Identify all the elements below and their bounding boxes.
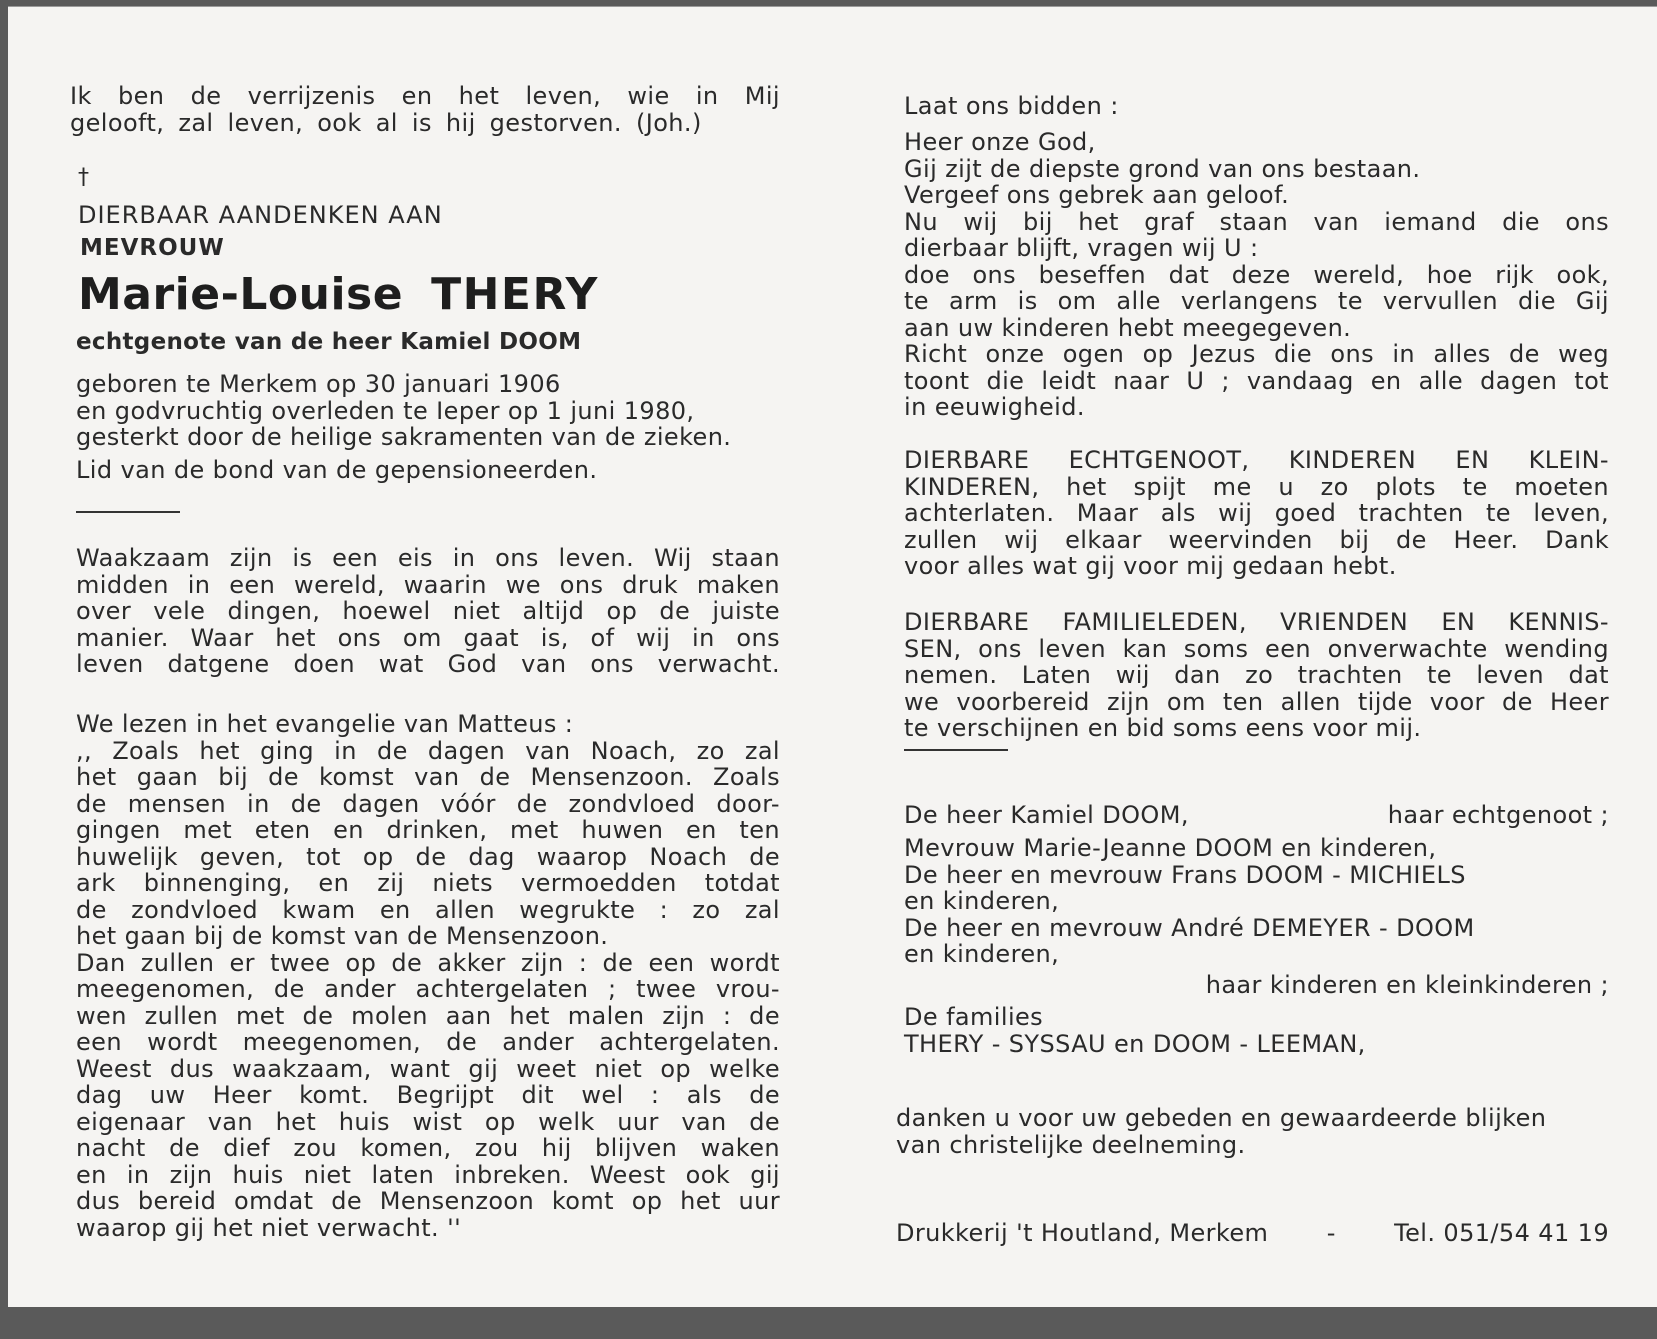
text-line: huwelijk geven, tot op de dag waarop Noach de: [76, 842, 780, 871]
mourner-line: en kinderen,: [904, 940, 1060, 968]
text-line: Weest dus waakzaam, want gij weet niet op welke: [76, 1054, 780, 1083]
text-line: meegenomen, de ander achtergelaten ; twee vrou-: [76, 975, 780, 1003]
life-details: [76, 371, 772, 483]
prayer: [904, 129, 1609, 421]
text-line: doe ons beseffen dat deze wereld, hoe rijk ook,: [904, 260, 1609, 289]
life-line: en godvruchtig overleden te Ieper op 1 juni 1980,: [76, 396, 695, 425]
spouse-line: echtgenote van de heer Kamiel DOOM: [76, 329, 582, 355]
text-line: over vele dingen, hoewel niet altijd op de juiste: [76, 597, 780, 625]
text-line: van christelijke deelneming.: [896, 1130, 1246, 1159]
text-line: achterlaten. Maar als wij goed trachten te leven,: [904, 499, 1609, 527]
cross-icon: †: [78, 165, 89, 190]
printer-separator: -: [1326, 1219, 1336, 1247]
text-line: manier. Waar het ons om gaat is, of wij in ons: [76, 623, 780, 652]
text-line: Waakzaam zijn is een eis in ons leven. Wij staan: [76, 544, 780, 572]
memorial-card: [8, 6, 1657, 1307]
text-line: Heer onze God,: [904, 128, 1096, 156]
text-line: in eeuwigheid.: [904, 393, 1085, 421]
text-line: voor alles wat gij voor mij gedaan hebt.: [904, 552, 1397, 580]
text-line: dus bereid omdat de Mensenzoon komt op het uur: [76, 1187, 780, 1215]
printer-row: [896, 1219, 1609, 1247]
quote-line: gelooft, zal leven, ook al is hij gestorven. (Joh.): [70, 108, 702, 137]
text-line: te arm is om alle verlangens te vervullen die Gij: [904, 287, 1609, 315]
text-line: dag uw Heer komt. Begrijpt dit wel : als de: [76, 1081, 780, 1109]
text-line: Gij zijt de diepste grond van ons bestaan.: [904, 154, 1421, 183]
text-line: ,, Zoals het ging in de dagen van Noach, zo zal: [76, 736, 780, 765]
text-line: het gaan bij de komst van de Mensenzoon.: [76, 922, 609, 950]
member-line: Lid van de bond van de gepensioneerden.: [76, 455, 598, 484]
spouse-row: [904, 801, 1609, 829]
mourner-line: Mevrouw Marie-Jeanne DOOM en kinderen,: [904, 834, 1437, 862]
text-line: SEN, ons leven kan soms een onverwachte wending: [904, 634, 1609, 663]
text-line: We lezen in het evangelie van Matteus :: [76, 710, 574, 738]
mourners-list: [904, 801, 1609, 1057]
text-line: wen zullen met de molen aan het malen zijn : de: [76, 1001, 780, 1030]
text-line: toont die leidt naar U ; vandaag en alle dagen tot: [904, 366, 1609, 395]
text-line: leven datgene doen wat God van ons verwacht.: [76, 650, 780, 678]
text-line: midden in een wereld, waarin we ons druk maken: [76, 570, 780, 599]
life-line: geboren te Merkem op 30 januari 1906: [76, 370, 561, 398]
text-line: nemen. Laten wij dan zo trachten te leven dat: [904, 661, 1609, 689]
deceased-name: [78, 269, 780, 320]
text-line: aan uw kinderen hebt meegegeven.: [904, 313, 1352, 342]
surname: THERY: [431, 269, 599, 320]
text-line: de zondvloed kwam en allen wegrukte : zo zal: [76, 895, 780, 924]
text-line: eigenaar van het huis wist op welk uur van de: [76, 1107, 780, 1136]
text-line: het gaan bij de komst van de Mensenzoon. Zoals: [76, 763, 780, 791]
text-line: te verschijnen en bid soms eens voor mij.: [904, 714, 1422, 742]
prayer-intro: Laat ons bidden :: [904, 92, 1119, 120]
mourner-line: De heer en mevrouw Frans DOOM - MICHIELS: [904, 860, 1466, 889]
text-line: nacht de dief zou komen, zou hij blijven waken: [76, 1134, 780, 1162]
reflection-paragraph: [76, 545, 780, 678]
first-name: Marie-Louise: [78, 269, 404, 320]
divider: [76, 511, 180, 513]
gospel-passage: [76, 711, 780, 1241]
divider: [904, 749, 1008, 751]
families-names: THERY - SYSSAU en DOOM - LEEMAN,: [904, 1029, 1366, 1058]
bible-quote: [70, 83, 780, 136]
text-line: en in zijn huis niet laten inbreken. Weest ook gij: [76, 1160, 780, 1189]
memorial-heading: DIERBAAR AANDENKEN AAN: [78, 201, 443, 229]
text-line: Dan zullen er twee op de akker zijn : de een wordt: [76, 948, 780, 977]
spouse-role: haar echtgenoot ;: [1387, 801, 1609, 829]
text-line: dierbaar blijft, vragen wij U :: [904, 234, 1259, 262]
printer-phone: Tel. 051/54 41 19: [1394, 1219, 1609, 1247]
life-line: gesterkt door de heilige sakramenten van de zieken.: [76, 423, 732, 451]
text-line: een wordt meegenomen, de ander achtergelaten.: [76, 1028, 780, 1056]
text-line: waarop gij het niet verwacht. '': [76, 1213, 462, 1242]
title-word: MEVROUW: [80, 235, 225, 261]
text-line: Nu wij bij het graf staan van iemand die ons: [904, 207, 1609, 236]
children-list: [904, 835, 1609, 968]
quote-line: Ik ben de verrijzenis en het leven, wie in Mij: [70, 82, 780, 110]
text-line: danken u voor uw gebeden en gewaardeerde blijken: [896, 1104, 1547, 1132]
text-line: KINDEREN, het spijt me u zo plots te moeten: [904, 472, 1609, 501]
printer-line: [896, 1219, 1609, 1247]
text-line: Vergeef ons gebrek aan geloof.: [904, 181, 1290, 209]
text-line: gingen met eten en drinken, met huwen en ten: [76, 816, 780, 844]
mourner-line: en kinderen,: [904, 887, 1060, 915]
text-line: de mensen in de dagen vóór de zondvloed door-: [76, 789, 780, 818]
mourner-line: De heer en mevrouw André DEMEYER - DOOM: [904, 913, 1475, 942]
text-line: DIERBARE FAMILIELEDEN, VRIENDEN EN KENNIS-: [904, 608, 1609, 636]
children-role: haar kinderen en kleinkinderen ;: [1205, 970, 1609, 999]
families-label: De families: [904, 1003, 1044, 1031]
text-line: we voorbereid zijn om ten allen tijde voor de Heer: [904, 687, 1609, 716]
spouse-name: De heer Kamiel DOOM,: [904, 801, 1189, 829]
friends-message: [904, 609, 1609, 742]
text-line: ark binnenging, en zij niets vermoedden totdat: [76, 869, 780, 897]
text-line: DIERBARE ECHTGENOOT, KINDEREN EN KLEIN-: [904, 446, 1609, 474]
family-message: [904, 447, 1609, 580]
text-line: Richt onze ogen op Jezus die ons in alles de weg: [904, 340, 1609, 368]
printer-name: Drukkerij 't Houtland, Merkem: [896, 1219, 1269, 1247]
thanks: [896, 1105, 1609, 1158]
text-line: zullen wij elkaar weervinden bij de Heer. Dank: [904, 525, 1609, 554]
